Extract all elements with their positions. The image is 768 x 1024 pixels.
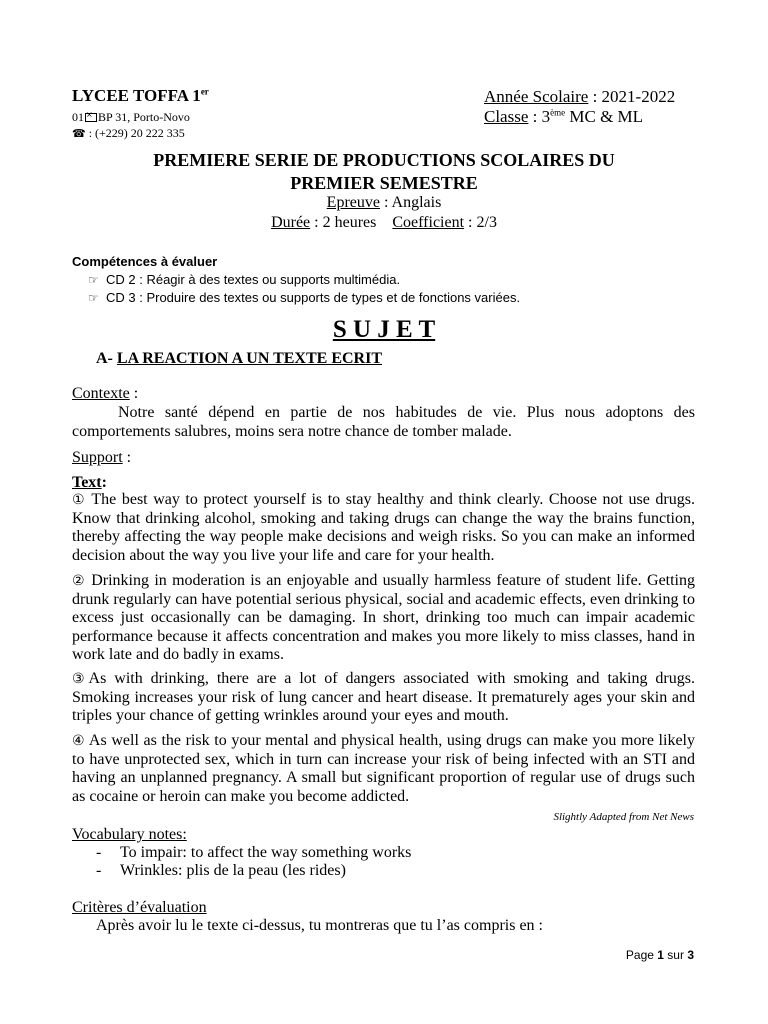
page-title-line1: PREMIERE SERIE DE PRODUCTIONS SCOLAIRES DU xyxy=(153,150,615,170)
contexte-label: Contexte : xyxy=(72,385,139,402)
text-source: Slightly Adapted from Net News xyxy=(553,811,694,823)
paragraph-number: ④ xyxy=(72,733,86,749)
competence-item: ☞ CD 3 : Produire des textes ou supports de types et de fonctions variées. xyxy=(88,290,521,305)
pointing-hand-icon: ☞ xyxy=(88,273,99,287)
support-label: Support : xyxy=(72,449,132,466)
criteres-text: Après avoir lu le texte ci-dessus, tu montreras que tu l’as compris en : xyxy=(96,917,543,934)
competence-item: ☞ CD 2 : Réagir à des textes ou supports multimédia. xyxy=(88,272,401,287)
competences-heading: Compétences à évaluer xyxy=(72,254,218,269)
vocabulary-item: - To impair: to affect the way something works xyxy=(96,844,412,861)
text-label: Text: xyxy=(72,474,107,491)
paragraph-number: ② xyxy=(72,573,86,589)
criteres-label: Critères d’évaluation xyxy=(72,899,207,916)
text-paragraph-2: ② Drinking in moderation is an enjoyable and usually harmless feature of student life. Getting drunk regularly can have potential serious physical, social and academic effects, even drinking to excess just occasionally can be damaging. In short, drinking too much can impair academic performance because it affects concentration and makes you more likely to miss classes, hand in work late and do badly in exams. xyxy=(72,572,695,663)
vocabulary-item: - Wrinkles: plis de la peau (les rides) xyxy=(96,862,346,879)
epreuve: Epreuve : Anglais xyxy=(326,194,442,211)
school-address: 01 ⨯ BP 31, Porto-Novo xyxy=(72,110,190,124)
page-number: Page 1 sur 3 xyxy=(625,948,694,962)
contexte-text: Notre santé dépend en partie de nos habitudes de vie. Plus nous adoptons des comportements salubres, moins sera notre chance de tomber malade. xyxy=(72,404,695,440)
class-info: Classe : 3ème MC & ML xyxy=(484,107,644,126)
text-paragraph-1: ① The best way to protect yourself is to stay healthy and think clearly. Choose not use drugs. Know that drinking alcohol, smoking and taking drugs can change the way the brains function, thereby affecting the way people make decisions and weigh risks. So you can make an informed decision about the way you live your life and care for your health. xyxy=(72,491,695,564)
paragraph-number: ③ xyxy=(72,671,89,687)
duree-coefficient: Durée : 2 heures Coefficient : 2/3 xyxy=(271,214,497,231)
page-title-line2: PREMIER SEMESTRE xyxy=(290,173,478,193)
phone-icon: ☎ xyxy=(72,127,86,140)
paragraph-number: ① xyxy=(72,492,87,508)
sujet-heading: S U J E T xyxy=(332,316,436,343)
school-name: LYCEE TOFFA 1er xyxy=(72,86,209,105)
section-a-heading: A- LA REACTION A UN TEXTE ECRIT xyxy=(96,350,382,367)
text-paragraph-4: ④ As well as the risk to your mental and physical health, using drugs can make you more likely to have unprotected sex, which in turn can increase your risk of being infected with an STI and having an unplanned pregnancy. A small but significant proportion of regular use of drugs such as cocaine or heroin can make you become addicted. xyxy=(72,732,695,805)
pointing-hand-icon: ☞ xyxy=(88,291,99,305)
vocabulary-label: Vocabulary notes: xyxy=(72,826,187,843)
school-phone: ☎ : (+229) 20 222 335 xyxy=(72,126,185,140)
school-year: Année Scolaire : 2021-2022 xyxy=(484,87,676,106)
mailbox-icon: ⨯ xyxy=(85,113,97,122)
text-paragraph-3: ③As with drinking, there are a lot of dangers associated with smoking and taking drugs. Smoking increases your risk of lung cancer and heart disease. It prematurely ages your skin and triples your chance of getting wrinkles around your eyes and mouth. xyxy=(72,670,695,724)
